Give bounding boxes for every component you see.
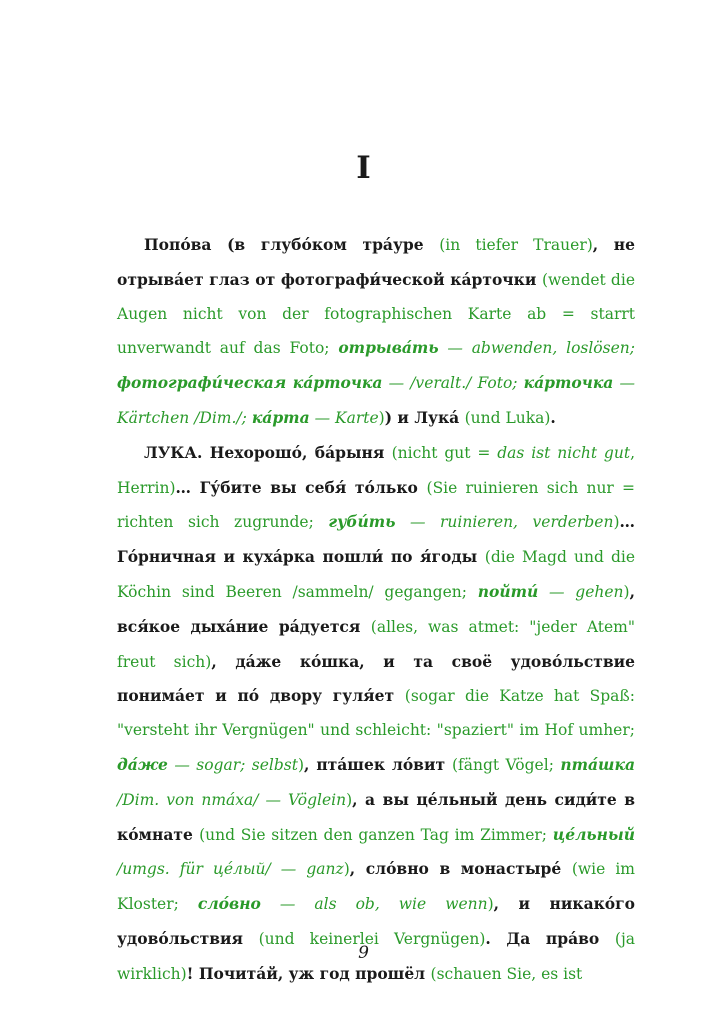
german-gloss: (wendet die Augen nicht von der fotographischen Karte ab = starrt unverwandt auf das Foto;: [117, 270, 635, 358]
russian-text: , пта́шек ло́вит: [304, 754, 452, 774]
german-gloss: ): [613, 513, 620, 532]
german-gloss: ): [487, 895, 494, 914]
german-gloss: (nicht gut =: [391, 443, 498, 462]
german-gloss: (in tiefer Trauer): [439, 236, 593, 254]
german-gloss-italic: — Karte: [309, 408, 379, 427]
german-gloss-italic: — als ob, wie wenn: [260, 895, 488, 914]
paragraph-2: [117, 436, 635, 992]
russian-text: Попо́ва (в глубо́ком тра́уре: [144, 235, 440, 254]
german-gloss: (ja wirklich): [117, 929, 635, 983]
german-gloss: (die Magd und die Köchin sind Beeren /sammeln/ gegangen;: [117, 548, 635, 601]
german-gloss: ): [343, 860, 350, 879]
german-gloss-italic: — abwenden, loslösen;: [438, 339, 635, 358]
german-gloss: , Herrin): [117, 443, 635, 497]
german-gloss: (fängt Vögel;: [451, 755, 561, 774]
german-gloss: (Sie ruinieren sich nur = richten sich zugrunde;: [117, 478, 636, 532]
vocab-headword: це́льный: [552, 824, 635, 844]
german-gloss-italic: das ist nicht gut: [497, 443, 631, 462]
german-gloss: ): [378, 408, 385, 427]
vocab-headword: губи́ть: [328, 512, 396, 532]
vocab-headword: фотографи́ческая ка́рточка: [117, 373, 383, 393]
russian-text: , и никако́го удово́льствия: [117, 894, 635, 948]
german-gloss: ): [346, 790, 353, 809]
russian-text: … Гу́бите вы себя́ то́лько: [175, 477, 427, 497]
russian-text: , вся́кое дыха́ние ра́дуется: [117, 581, 635, 636]
german-gloss: ): [297, 755, 305, 774]
german-gloss: (schauen Sie, es ist: [430, 964, 583, 983]
german-gloss: (und Luka): [464, 408, 551, 427]
vocab-headword: ка́рточка: [523, 373, 614, 393]
russian-text: , сло́вно в монастыре́: [349, 859, 572, 879]
vocab-headword: пойти́: [477, 581, 539, 601]
russian-text: , не отрыва́ет глаз от фотографи́ческой ка́рточки: [117, 235, 636, 289]
german-gloss-italic: /Dim. von пта́ха/ — Vöglein: [117, 790, 347, 809]
german-gloss: (und keinerlei Vergnügen): [258, 929, 486, 948]
vocab-headword: сло́вно: [197, 894, 261, 914]
russian-text: ! Почита́й, уж год прошёл: [186, 963, 431, 983]
german-gloss: (sogar die Katze hat Spaß: "versteht ihr Vergnügen" und schleicht: "spaziert" im Hof umher;: [117, 687, 635, 740]
german-gloss: ): [623, 582, 630, 601]
russian-text: , да́же ко́шка, и та своё удово́льствие понима́ет и по́ двору гуля́ет: [117, 651, 635, 706]
russian-text: ЛУКА. Нехорошо́, ба́рыня: [144, 442, 392, 462]
vocab-headword: да́же: [117, 754, 168, 774]
german-gloss-italic: — sogar; selbst: [167, 755, 298, 774]
page-number: 9: [358, 943, 369, 963]
vocab-headword: ка́рта: [251, 407, 310, 427]
vocab-headword: отрыва́ть: [338, 338, 439, 358]
russian-text: … Го́рничная и куха́рка пошли́ по я́годы: [117, 512, 635, 567]
german-gloss-italic: — /veralt./ Foto;: [382, 374, 524, 393]
german-gloss-italic: — Kärtchen /Dim./;: [117, 374, 635, 427]
chapter-heading: I: [356, 150, 371, 186]
russian-text: .: [550, 407, 556, 427]
german-gloss: (alles, was atmet: "jeder Atem" freut sich): [117, 617, 636, 671]
paragraph-1: [117, 228, 635, 436]
german-gloss: (wie im Kloster;: [117, 860, 636, 914]
russian-text: , а вы це́льный день сиди́те в ко́мнате: [117, 789, 636, 844]
german-gloss-italic: /umgs. für це́лый/ — ganz: [117, 860, 344, 879]
vocab-headword: пта́шка: [560, 754, 635, 774]
german-gloss-italic: — gehen: [538, 582, 624, 601]
russian-text: . Да пра́во: [485, 928, 615, 948]
russian-text: ) и Лука́: [384, 407, 465, 427]
german-gloss: (und Sie sitzen den ganzen Tag im Zimmer;: [199, 825, 553, 844]
text-body: [117, 228, 635, 992]
german-gloss-italic: — ruinieren, verderben: [395, 513, 614, 532]
